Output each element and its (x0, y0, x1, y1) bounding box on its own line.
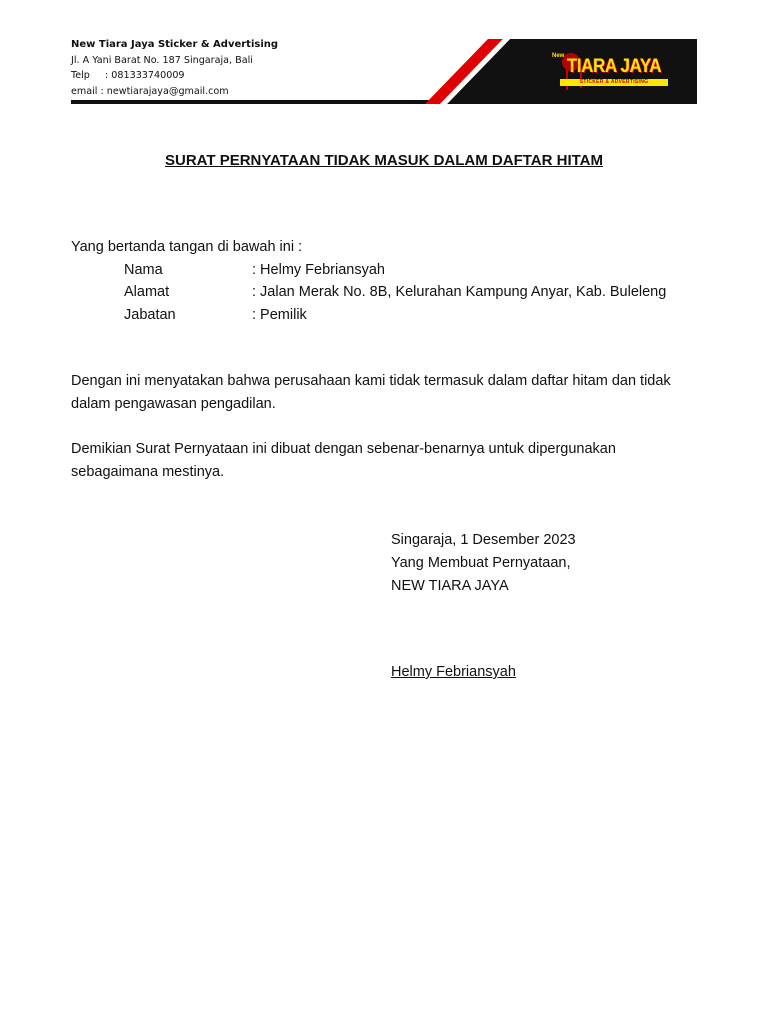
statement-paragraph: Dengan ini menyatakan bahwa perusahaan kami tidak termasuk dalam daftar hitam dan tidak dalam pengawasan pengadilan. (71, 373, 671, 412)
field-label: Nama (124, 262, 163, 278)
signer-name: Helmy Febriansyah (391, 664, 516, 680)
signature-block (391, 529, 576, 598)
company-phone (71, 68, 278, 84)
company-signature-name: NEW TIARA JAYA (391, 578, 509, 594)
company-address: Jl. A Yani Barat No. 187 Singaraja, Bali (71, 54, 253, 66)
field-label: Alamat (124, 284, 170, 300)
header-rule (71, 100, 431, 104)
logo-small-text: New (552, 53, 565, 59)
field-value: : Pemilik (252, 307, 307, 323)
logo-main-text: TIARA JAYA (566, 56, 662, 77)
phone-label: Telp (71, 70, 90, 81)
logo-sub-text: STICKER & ADVERTISING (560, 79, 668, 86)
phone-value: : 081333740009 (105, 70, 185, 81)
maker-label: Yang Membuat Pernyataan, (391, 555, 571, 571)
company-name: New Tiara Jaya Sticker & Advertising (71, 39, 279, 50)
company-info (71, 37, 278, 99)
field-label: Jabatan (124, 307, 176, 323)
letterhead (0, 0, 768, 110)
intro-text: Yang bertanda tangan di bawah ini : (71, 239, 303, 255)
field-value: : Helmy Febriansyah (252, 262, 385, 278)
company-email: email : newtiarajaya@gmail.com (71, 85, 229, 97)
place-date: Singaraja, 1 Desember 2023 (391, 532, 576, 548)
document-title: SURAT PERNYATAAN TIDAK MASUK DALAM DAFTAR HITAM (164, 152, 604, 169)
closing-paragraph: Demikian Surat Pernyataan ini dibuat dengan sebenar-benarnya untuk dipergunakan sebagaimana mestinya. (71, 441, 616, 480)
field-value: : Jalan Merak No. 8B, Kelurahan Kampung Anyar, Kab. Buleleng (252, 284, 667, 300)
